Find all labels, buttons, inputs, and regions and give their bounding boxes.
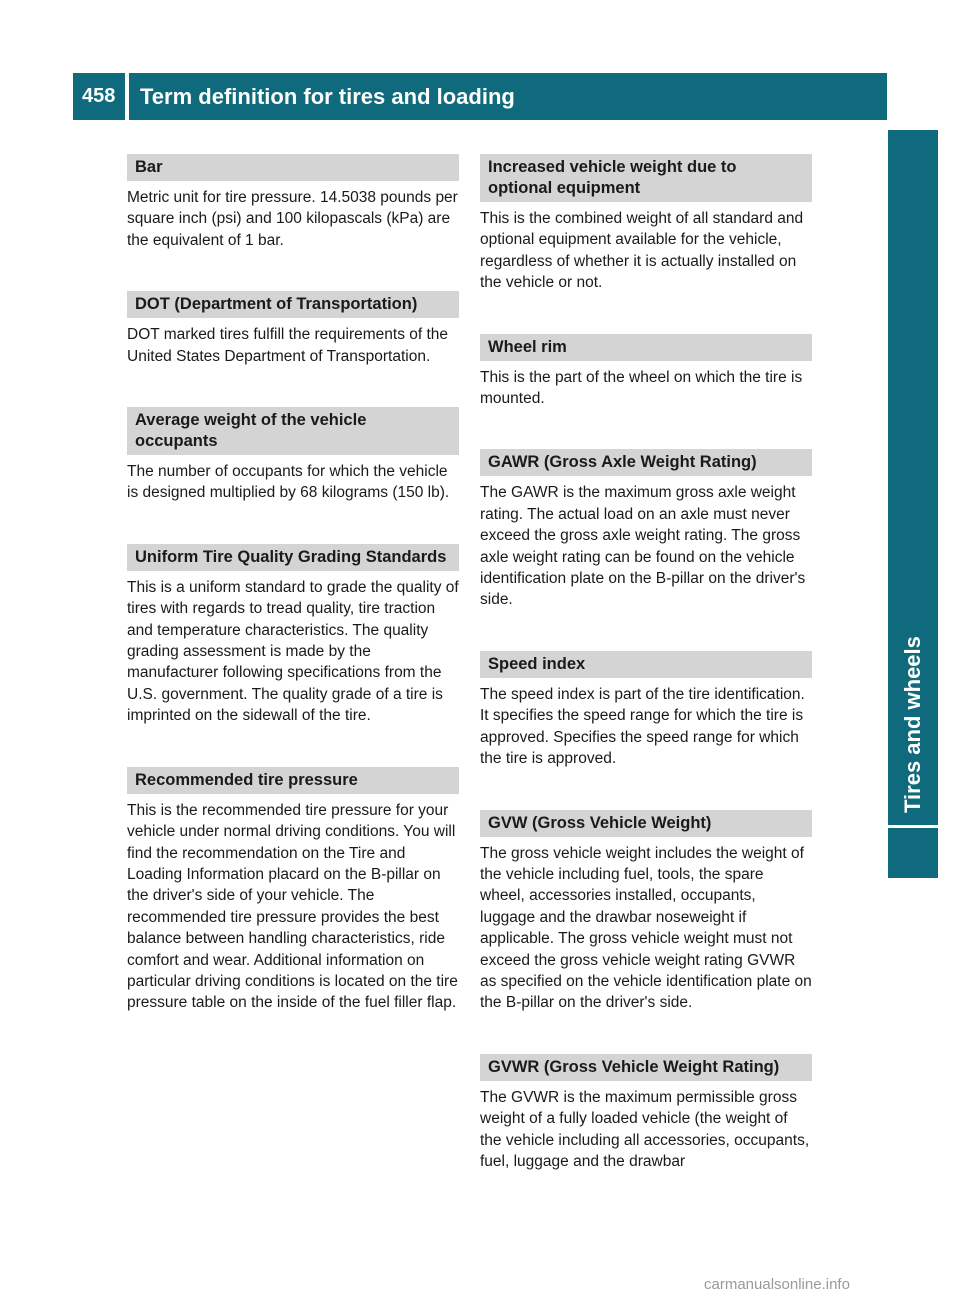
definition-speed-index [480, 651, 812, 770]
chapter-tab-marker [888, 828, 938, 878]
definition-heading: Wheel rim [480, 334, 812, 361]
definition-heading: Bar [127, 154, 459, 181]
definition-body: The GVWR is the maximum permissible gross weight of a fully loaded vehicle (the weight of the vehicle including all accessories, occupants, fuel, luggage and the drawbar [480, 1088, 810, 1170]
definition-heading: Speed index [480, 651, 812, 678]
definition-heading: Recommended tire pressure [127, 767, 459, 794]
definition-body: The gross vehicle weight includes the weight of the vehicle including fuel, tools, the spare wheel, accessories installed, occupants, luggage and the drawbar noseweight if applicable. The gross vehicle weight must not exceed the gross vehicle weight rating GVWR as specified on the vehicle identification plate on the B-pillar on the driver's side. [480, 844, 812, 1012]
left-column [127, 154, 459, 1054]
definition-body: This is the combined weight of all standard and optional equipment available for the vehicle, regardless of whether it is actually installed on the vehicle or not. [480, 210, 804, 292]
definition-body: The number of occupants for which the vehicle is designed multiplied by 68 kilograms (150 lb). [127, 463, 450, 502]
definition-recommended-pressure [127, 767, 459, 1014]
definition-average-occupant-weight [127, 407, 459, 504]
definition-gvw [480, 810, 812, 1014]
definition-body: Metric unit for tire pressure. 14.5038 pounds per square inch (psi) and 100 kilopascals (kPa) are the equivalent of 1 bar. [127, 189, 458, 249]
definition-body: The speed index is part of the tire identification. It specifies the speed range for which the tire is approved. Specifies the speed range for which the tire is approved. [480, 685, 805, 768]
definition-heading: Increased vehicle weight due to optional equipment [480, 154, 812, 202]
definition-wheel-rim [480, 334, 812, 410]
definition-dot [127, 291, 459, 367]
definition-optional-equipment-weight [480, 154, 812, 294]
definition-heading: Uniform Tire Quality Grading Standards [127, 544, 459, 571]
page-title: Term definition for tires and loading [129, 73, 887, 120]
definition-body: This is the recommended tire pressure for your vehicle under normal driving conditions. You will find the recommendation on the Tire and Loading Information placard on the B-pillar on the driver's side of your vehicle. The recommended tire pressure provides the best balance between handling characteristics, ride comfort and wear. Additional information on particular driving conditions is located on the tire pressure table on the inside of the fuel filler flap. [127, 801, 458, 1012]
definition-body: This is a uniform standard to grade the quality of tires with regards to tread quality, tire traction and temperature characteristics. The quality grading assessment is made by the manufacturer following specifications from the U.S. government. The quality grade of a tire is imprinted on the sidewall of the tire. [127, 578, 459, 725]
definition-body: The GAWR is the maximum gross axle weight rating. The actual load on an axle must never exceed the gross axle weight rating. The gross axle weight rating can be found on the vehicle identification plate on the B-pillar on the driver's side. [480, 484, 806, 609]
page-number: 458 [73, 73, 125, 120]
watermark: carmanualsonline.info [704, 1276, 850, 1293]
right-column [480, 154, 812, 1212]
chapter-tab-label: Tires and wheels [900, 636, 925, 813]
definition-gawr [480, 449, 812, 610]
definition-utqg [127, 544, 459, 727]
definition-heading: GVW (Gross Vehicle Weight) [480, 810, 812, 837]
chapter-tab [888, 130, 938, 825]
definition-heading: GAWR (Gross Axle Weight Rating) [480, 449, 812, 476]
definition-heading: DOT (Department of Transportation) [127, 291, 459, 318]
definition-bar [127, 154, 459, 251]
definition-gvwr [480, 1054, 812, 1173]
definition-body: DOT marked tires fulfill the requirements of the United States Department of Transportation. [127, 326, 449, 365]
definition-heading: GVWR (Gross Vehicle Weight Rating) [480, 1054, 812, 1081]
definition-heading: Average weight of the vehicle occupants [127, 407, 459, 455]
definition-body: This is the part of the wheel on which the tire is mounted. [480, 368, 803, 408]
